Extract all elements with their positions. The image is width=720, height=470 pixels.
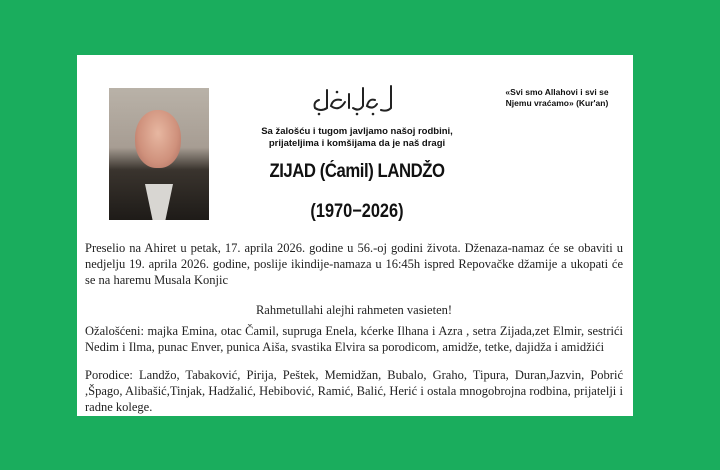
families-paragraph: Porodice: Landžo, Tabaković, Pirija, Peštek, Memidžan, Bubalo, Graho, Tipura, Duran,Jazvin, Pobrić ,Špago, Alibašić,Tinjak, Hadžalić, Hebibović, Ramić, Balić, Herić i ostala mnogobrojna rodbina, prijatelji i radne kolege. [85,368,623,414]
arabic-calligraphy-icon [307,82,397,118]
deceased-name: ZIJAD (Ćamil) LANDŽO [269,161,445,182]
photo-collar [145,184,173,220]
intro-line2: prijateljima i komšijama da je naš dragi [268,138,446,149]
quran-quote-line1: «Svi smo Allahovi i svi se [505,87,609,97]
intro-text [249,126,465,150]
obituary-card [77,55,633,416]
deceased-photo [109,88,209,220]
intro-line1: Sa žalošću i tugom javljamo našoj rodbini, [261,126,453,137]
quran-quote [487,87,627,109]
deceased-years: (1970−2026) [310,201,404,222]
quran-quote-line2: Njemu vraćamo» (Kur'an) [505,98,609,108]
announcement-paragraph: Preselio na Ahiret u petak, 17. aprila 2026. godine u 56.-oj godini života. Dženaza-namaz će se obaviti u nedjelju 19. aprila 2026. godine, poslije ikindije-namaza u 16:45h ispred Repovačke džamije a ukopati će se na haremu Musala Konjic [85,241,623,287]
photo-face [135,110,181,168]
prayer-line: Rahmetullahi alejhi rahmeten vasieten! [255,303,453,317]
mourners-paragraph: Ožalošćeni: majka Emina, otac Čamil, supruga Enela, kćerke Ilhana i Azra , setra Zijada,zet Elmir, sestrići Nedim i Ilma, punac Enver, punica Aiša, svastika Elvira sa porodicom, amidže, tetke, dajidža i amidžići [85,324,623,354]
